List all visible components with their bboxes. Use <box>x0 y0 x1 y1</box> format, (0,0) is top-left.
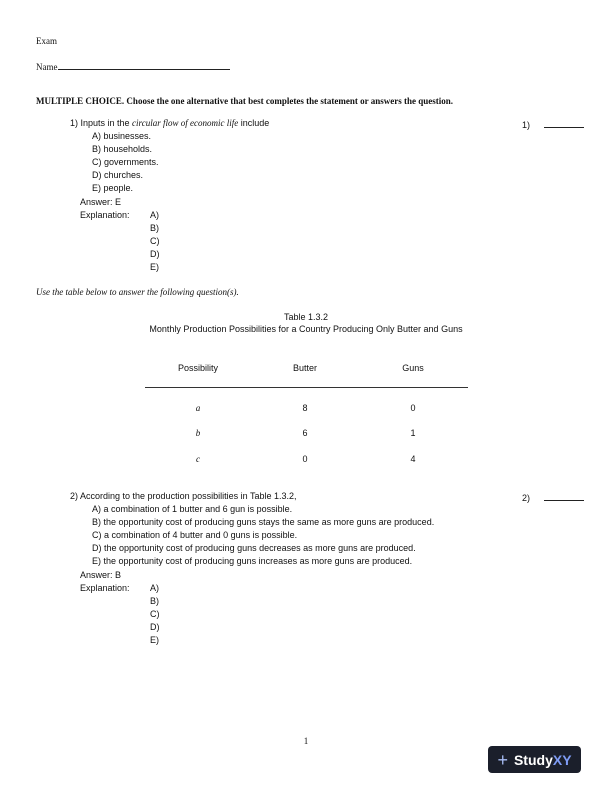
q2-explanation-b: B) <box>150 596 159 606</box>
q1-explanation-e: E) <box>150 262 159 272</box>
page-number: 1 <box>303 736 309 746</box>
question-1-answer-slot[interactable] <box>522 118 584 130</box>
q2-explanation-d: D) <box>150 622 160 632</box>
q1-suffix: include <box>238 118 270 128</box>
q2-number: 2) <box>522 493 531 503</box>
q2-answer: Answer: B <box>80 570 122 580</box>
q2-answer-blank[interactable] <box>544 491 584 501</box>
cell-guns: 1 <box>410 428 416 438</box>
q2-option-c: C) a combination of 4 butter and 0 guns is possible. <box>92 530 298 540</box>
q1-prefix: 1) Inputs in the <box>70 118 133 128</box>
name-blank[interactable] <box>58 60 230 70</box>
q1-answer: Answer: E <box>80 197 122 207</box>
q2-option-b: B) the opportunity cost of producing guns stays the same as more guns are produced. <box>92 517 435 527</box>
table-caption: Table 1.3.2 <box>283 312 329 322</box>
question-2-stem: 2) According to the production possibilities in Table 1.3.2, <box>70 491 297 501</box>
cell-butter: 8 <box>302 403 308 413</box>
question-2-answer-slot[interactable] <box>522 491 584 503</box>
name-field[interactable] <box>36 60 230 72</box>
q1-number: 1) <box>522 120 531 130</box>
cell-guns: 0 <box>410 403 416 413</box>
q2-explanation-a: A) <box>150 583 159 593</box>
q1-option-d: D) churches. <box>92 170 144 180</box>
cell-possibility: c <box>196 454 200 464</box>
cell-guns: 4 <box>410 454 416 464</box>
q1-option-b: B) households. <box>92 144 153 154</box>
q1-term: circular flow of economic life <box>132 118 239 128</box>
q1-option-a: A) businesses. <box>92 131 152 141</box>
cell-butter: 0 <box>302 454 308 464</box>
brand-name <box>514 752 572 768</box>
col-header-butter: Butter <box>292 363 317 373</box>
q1-answer-blank[interactable] <box>544 118 584 128</box>
col-header-guns: Guns <box>402 363 424 373</box>
exam-label: Exam <box>36 36 57 46</box>
q2-option-d: D) the opportunity cost of producing guns decreases as more guns are produced. <box>92 543 416 553</box>
question-1-stem <box>70 118 269 128</box>
table-instruction: Use the table below to answer the following question(s). <box>36 287 239 297</box>
q2-explanation-label: Explanation: <box>80 583 130 593</box>
q1-explanation-label: Explanation: <box>80 210 130 220</box>
table-title: Monthly Production Possibilities for a Country Producing Only Butter and Guns <box>149 324 463 334</box>
q2-explanation-e: E) <box>150 635 159 645</box>
cell-butter: 6 <box>302 428 308 438</box>
brand-prefix: Study <box>513 751 553 768</box>
q1-explanation-d: D) <box>150 249 160 259</box>
q2-explanation-c: C) <box>150 609 160 619</box>
name-label: Name <box>36 62 58 72</box>
q1-option-c: C) governments. <box>92 157 159 167</box>
q1-explanation-c: C) <box>150 236 160 246</box>
brand-suffix: XY <box>552 751 572 768</box>
q2-option-a: A) a combination of 1 butter and 6 gun is possible. <box>92 504 293 514</box>
q1-explanation-a: A) <box>150 210 159 220</box>
cell-possibility: a <box>195 403 201 413</box>
plus-icon: + <box>497 749 508 770</box>
q2-option-e: E) the opportunity cost of producing guns increases as more guns are produced. <box>92 556 413 566</box>
studyxy-badge[interactable] <box>488 746 581 773</box>
table-header-rule <box>145 387 468 388</box>
q1-option-e: E) people. <box>92 183 134 193</box>
section-heading: MULTIPLE CHOICE. Choose the one alternative that best completes the statement or answers the question. <box>36 96 453 106</box>
cell-possibility: b <box>195 428 201 438</box>
col-header-possibility: Possibility <box>177 363 218 373</box>
q1-explanation-b: B) <box>150 223 159 233</box>
